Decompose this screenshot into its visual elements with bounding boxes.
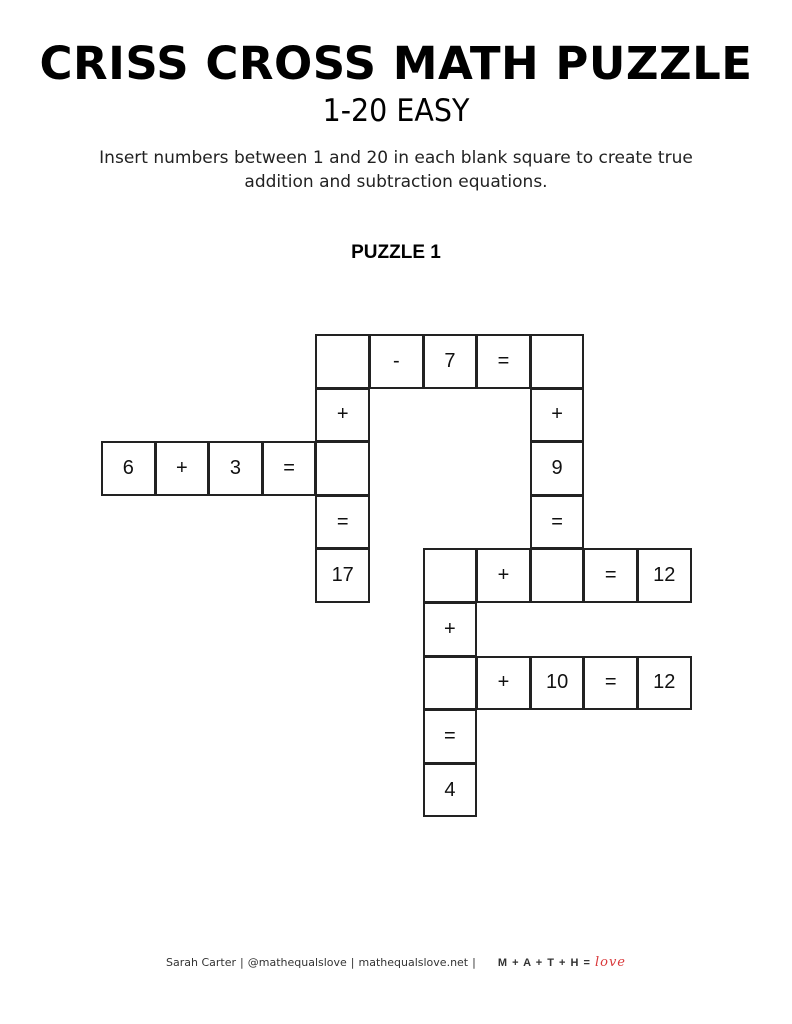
puzzle-cell: 12: [637, 656, 692, 711]
puzzle-cell: 7: [423, 334, 478, 389]
puzzle-cell: -: [369, 334, 424, 389]
footer-handle: @mathequalslove: [247, 956, 347, 969]
instructions-text: Insert numbers between 1 and 20 in each blank square to create true addition and subtraction equations.: [99, 148, 693, 192]
puzzle-cell: =: [530, 495, 585, 550]
puzzle-cell: =: [583, 548, 638, 603]
puzzle-cell: 12: [637, 548, 692, 603]
puzzle-cell: =: [315, 495, 370, 550]
puzzle-cell: =: [476, 334, 531, 389]
puzzle-cell: +: [155, 441, 210, 496]
puzzle-cell: +: [530, 388, 585, 443]
puzzle-cell: 6: [101, 441, 156, 496]
puzzle-cell: =: [423, 709, 478, 764]
logo-love: love: [594, 955, 626, 970]
logo-text: M + A + T + H =: [497, 957, 591, 969]
page-subtitle: 1-20 EASY: [322, 93, 470, 129]
blank-answer-cell[interactable]: [315, 441, 370, 496]
puzzle-cell: =: [583, 656, 638, 711]
footer-separator: |: [240, 956, 244, 969]
puzzle-cell: 9: [530, 441, 585, 496]
puzzle-label: PUZZLE 1: [351, 242, 441, 263]
puzzle-cell: 3: [208, 441, 263, 496]
puzzle-cell: 17: [315, 548, 370, 603]
footer-separator: |: [350, 956, 355, 969]
blank-answer-cell[interactable]: [423, 656, 478, 711]
puzzle-cell: 10: [530, 656, 585, 711]
footer-separator: |: [472, 956, 476, 969]
puzzle-cell: +: [315, 388, 370, 443]
blank-answer-cell[interactable]: [315, 334, 370, 389]
puzzle-cell: +: [476, 548, 531, 603]
footer: [0, 955, 792, 970]
footer-website: mathequalslove.net: [358, 956, 469, 969]
blank-answer-cell[interactable]: [530, 334, 585, 389]
puzzle-cell: +: [476, 656, 531, 711]
puzzle-cell: +: [423, 602, 478, 657]
footer-author: Sarah Carter: [166, 956, 237, 969]
blank-answer-cell[interactable]: [423, 548, 478, 603]
puzzle-cell: 4: [423, 763, 478, 818]
blank-answer-cell[interactable]: [530, 548, 585, 603]
page-title: CRISS CROSS MATH PUZZLE: [39, 37, 753, 90]
brand-logo: [498, 957, 626, 969]
puzzle-cell: =: [262, 441, 317, 496]
